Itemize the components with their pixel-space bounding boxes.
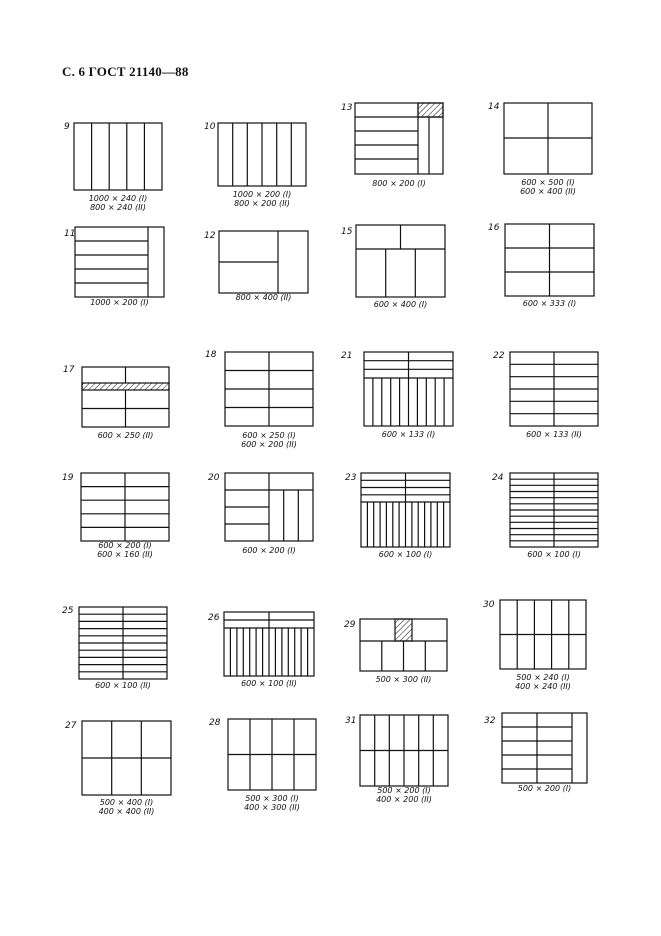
figure-caption bbox=[79, 681, 167, 690]
figure-30 bbox=[482, 597, 597, 702]
figure-number: 22 bbox=[493, 351, 505, 361]
pallet-layout-diagram bbox=[204, 349, 314, 429]
caption-line: 800 × 200 (II) bbox=[234, 199, 290, 208]
caption-line: 600 × 100 (I) bbox=[378, 550, 433, 559]
pallet-layout-diagram bbox=[204, 225, 314, 297]
figure-29 bbox=[340, 610, 455, 695]
figure-caption bbox=[364, 430, 453, 439]
caption-line: 600 × 200 (I) bbox=[242, 546, 296, 555]
figure-number: 11 bbox=[64, 229, 76, 239]
figure-number: 28 bbox=[209, 718, 221, 728]
pallet-layout-diagram bbox=[204, 603, 319, 683]
figure-number: 31 bbox=[345, 716, 357, 726]
figure-caption bbox=[75, 298, 164, 307]
pallet-layout-diagram bbox=[62, 118, 172, 190]
figure-caption bbox=[510, 430, 598, 439]
caption-line: 600 × 160 (II) bbox=[97, 550, 153, 559]
figure-number: 20 bbox=[208, 473, 220, 483]
pallet-layout-diagram bbox=[486, 349, 601, 429]
caption-line: 800 × 200 (I) bbox=[372, 179, 426, 188]
figure-number: 27 bbox=[65, 721, 77, 731]
pallet-layout-diagram bbox=[62, 470, 177, 550]
pallet-layout-diagram bbox=[62, 603, 177, 683]
figure-caption bbox=[504, 178, 592, 196]
figure-number: 10 bbox=[204, 122, 216, 132]
figure-number: 16 bbox=[488, 223, 500, 233]
figure-caption bbox=[74, 194, 162, 212]
figure-18 bbox=[204, 349, 314, 459]
figure-number: 21 bbox=[341, 351, 353, 361]
caption-line: 600 × 500 (I) bbox=[521, 178, 575, 187]
figure-31 bbox=[340, 710, 455, 810]
caption-line: 600 × 333 (I) bbox=[522, 299, 577, 308]
pallet-layout-diagram bbox=[338, 222, 453, 302]
pallet-layout-diagram bbox=[62, 718, 177, 798]
figure-number: 17 bbox=[63, 365, 75, 375]
caption-line: 600 × 100 (II) bbox=[241, 679, 297, 688]
figure-number: 19 bbox=[62, 473, 74, 483]
figure-14 bbox=[486, 98, 601, 202]
caption-line: 400 × 200 (II) bbox=[376, 795, 432, 804]
figure-caption bbox=[228, 794, 316, 812]
pallet-layout-diagram bbox=[486, 470, 601, 550]
figure-27 bbox=[62, 718, 177, 823]
figure-13 bbox=[338, 98, 453, 198]
figure-9 bbox=[62, 118, 172, 218]
caption-line: 800 × 400 (II) bbox=[235, 293, 292, 302]
figure-17 bbox=[62, 365, 172, 445]
figure-26 bbox=[204, 603, 319, 698]
figure-caption bbox=[82, 431, 169, 440]
figure-15 bbox=[338, 222, 453, 317]
caption-line: 600 × 100 (II) bbox=[95, 681, 151, 690]
figure-caption bbox=[218, 190, 306, 208]
figure-caption bbox=[356, 300, 445, 309]
pallet-layout-diagram bbox=[486, 222, 601, 302]
caption-line: 600 × 200 (II) bbox=[241, 440, 297, 449]
figure-caption bbox=[355, 179, 443, 188]
figure-caption bbox=[225, 546, 313, 555]
caption-line: 400 × 300 (II) bbox=[244, 803, 300, 812]
pallet-layout-diagram bbox=[340, 470, 455, 550]
figure-16 bbox=[486, 222, 601, 317]
caption-line: 600 × 400 (II) bbox=[520, 187, 576, 196]
figure-32 bbox=[482, 710, 597, 805]
figure-caption bbox=[224, 679, 314, 688]
figure-23 bbox=[340, 470, 455, 570]
figure-28 bbox=[204, 716, 319, 821]
figure-25 bbox=[62, 603, 177, 698]
caption-line: 1000 × 240 (I) bbox=[88, 194, 148, 203]
caption-line: 500 × 200 (I) bbox=[517, 784, 572, 793]
figure-10 bbox=[203, 118, 313, 218]
figure-number: 26 bbox=[208, 613, 220, 623]
caption-line: 600 × 400 (I) bbox=[373, 300, 428, 309]
caption-line: 500 × 400 (I) bbox=[99, 798, 154, 807]
figure-caption bbox=[81, 541, 169, 559]
caption-line: 600 × 100 (I) bbox=[527, 550, 581, 559]
caption-line: 1000 × 200 (I) bbox=[90, 298, 149, 307]
figure-number: 18 bbox=[205, 350, 217, 360]
figure-number: 15 bbox=[341, 227, 353, 237]
caption-line: 1000 × 200 (I) bbox=[232, 190, 292, 199]
figure-20 bbox=[204, 470, 319, 570]
figure-number: 23 bbox=[345, 473, 357, 483]
figure-caption bbox=[360, 786, 448, 804]
figure-24 bbox=[486, 470, 601, 570]
caption-line: 800 × 240 (II) bbox=[90, 203, 146, 212]
pallet-layout-diagram bbox=[204, 470, 319, 550]
figure-number: 13 bbox=[341, 103, 353, 113]
caption-line: 500 × 200 (I) bbox=[377, 786, 431, 795]
figure-12 bbox=[204, 225, 314, 315]
pallet-layout-diagram bbox=[482, 597, 597, 677]
pallet-layout-diagram bbox=[340, 610, 455, 680]
pallet-layout-diagram bbox=[62, 225, 172, 300]
figure-19 bbox=[62, 470, 177, 570]
figure-caption bbox=[505, 299, 594, 308]
figure-caption bbox=[500, 673, 586, 691]
figure-caption bbox=[361, 550, 450, 559]
figure-number: 25 bbox=[62, 606, 74, 616]
figure-caption bbox=[502, 784, 587, 793]
pallet-layout-diagram bbox=[62, 365, 172, 429]
figure-number: 14 bbox=[488, 102, 500, 112]
pallet-layout-diagram bbox=[486, 98, 601, 178]
figure-number: 9 bbox=[64, 122, 70, 132]
pallet-layout-diagram bbox=[482, 710, 597, 790]
caption-line: 500 × 300 (I) bbox=[245, 794, 299, 803]
figure-caption bbox=[82, 798, 171, 816]
caption-line: 600 × 133 (II) bbox=[526, 430, 582, 439]
figure-11 bbox=[62, 225, 172, 315]
pallet-layout-diagram bbox=[340, 349, 455, 429]
caption-line: 600 × 250 (I) bbox=[242, 431, 296, 440]
caption-line: 600 × 250 (II) bbox=[97, 431, 154, 440]
caption-line: 600 × 200 (I) bbox=[98, 541, 152, 550]
figure-caption bbox=[360, 675, 447, 684]
figure-number: 32 bbox=[484, 716, 496, 726]
figure-number: 24 bbox=[492, 473, 504, 483]
caption-line: 400 × 400 (II) bbox=[98, 807, 155, 816]
figure-21 bbox=[340, 349, 455, 449]
figure-number: 12 bbox=[204, 231, 216, 241]
pallet-layout-diagram bbox=[204, 716, 319, 796]
figure-caption bbox=[219, 293, 308, 302]
page-header: С. 6 ГОСТ 21140—88 bbox=[62, 64, 189, 79]
figure-caption bbox=[510, 550, 598, 559]
figure-number: 30 bbox=[483, 600, 495, 610]
figure-number: 29 bbox=[344, 620, 356, 630]
caption-line: 500 × 300 (II) bbox=[375, 675, 432, 684]
caption-line: 400 × 240 (II) bbox=[515, 682, 571, 691]
pallet-layout-diagram bbox=[203, 118, 313, 190]
pallet-layout-diagram bbox=[340, 710, 455, 790]
figure-caption bbox=[225, 431, 313, 449]
caption-line: 600 × 133 (I) bbox=[381, 430, 436, 439]
pallet-layout-diagram bbox=[338, 98, 453, 178]
caption-line: 500 × 240 (I) bbox=[516, 673, 570, 682]
figure-22 bbox=[486, 349, 601, 449]
